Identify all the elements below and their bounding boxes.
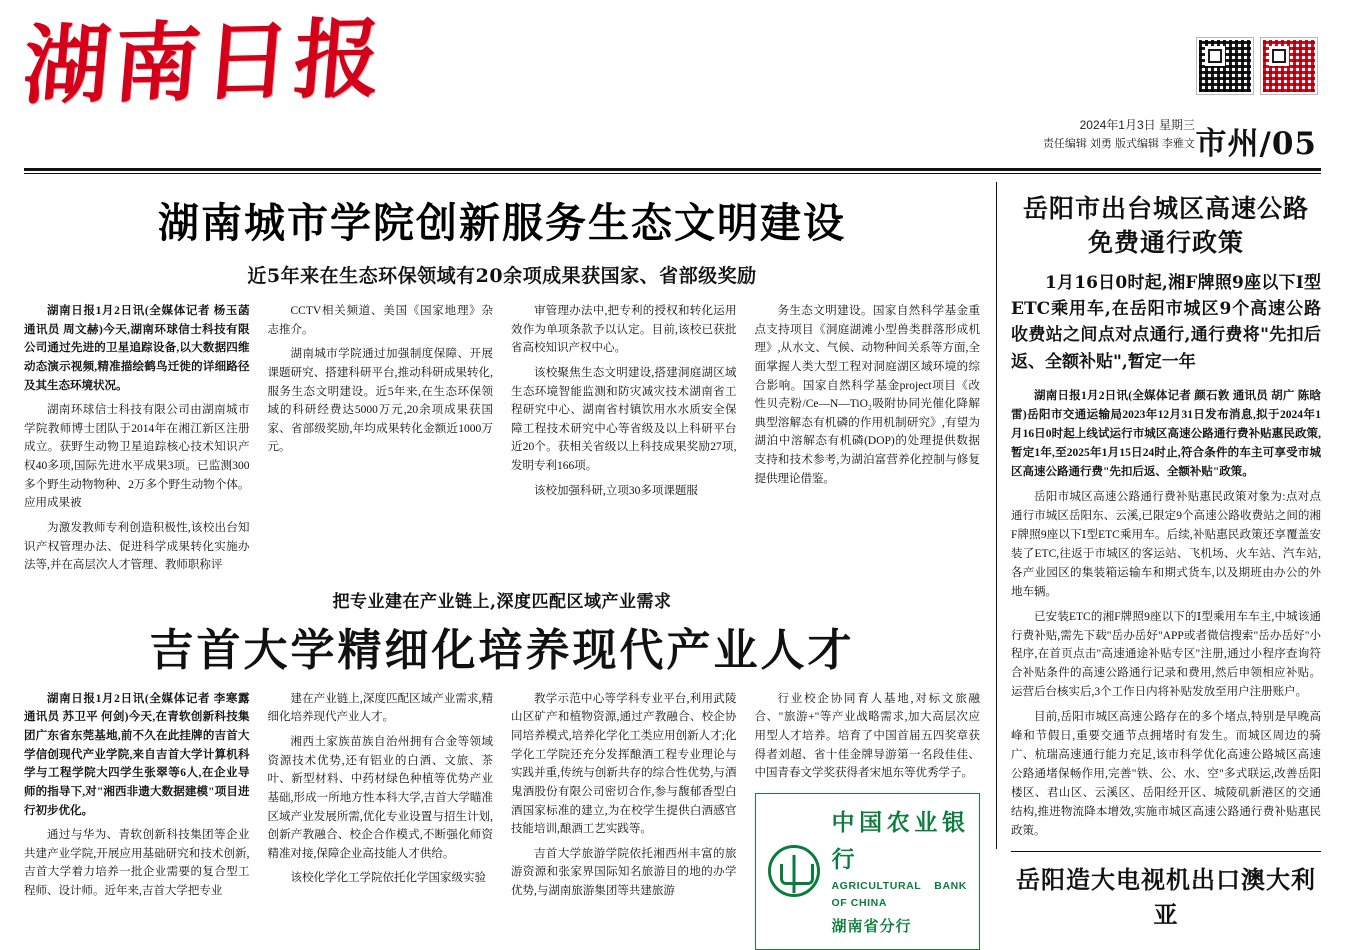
- article-columns: [24, 302, 980, 581]
- sidebar-column: [1011, 182, 1321, 930]
- article-column: [268, 690, 494, 950]
- rail-divider: [1011, 851, 1321, 852]
- bank-name-en: AGRICULTURAL BANK OF CHINA: [831, 880, 967, 910]
- paragraph: 湖南日报1月2日讯(全媒体记者 颜石敦 通讯员 胡广 陈晗雷)岳阳市交通运输局2023年12月31日发布消息,拟于2024年1月16日0时起上线试运行市城区高速公路通行费补贴惠民政策,暂定1年,至2025年1月15日24时止,符合条件的车主可享受市城区高速公路通行费"先扣后返、全额补贴"政策。: [1011, 389, 1321, 478]
- article-column: [24, 690, 250, 950]
- article-kicker: 把专业建在产业链上,深度匹配区域产业需求: [332, 591, 672, 612]
- paragraph: 教学示范中心等学科专业平台,利用武陵山区矿产和植物资源,通过产教融合、校企协同培养模式,培养化学化工类应用创新人才;化学化工学院还充分发挥酿酒工程专业理论与实践并重,传统与创新共存的综合性优势,与酒鬼酒股份有限公司密切合作,参与馥郁香型白酒国家标准的建立,为在校学生提供白酒感官技能培训,酿酒工艺实践等。: [511, 692, 737, 836]
- page-body: [24, 182, 1321, 936]
- article-columns: [24, 690, 980, 950]
- article-column: [511, 302, 737, 581]
- paragraph: 吉首大学旅游学院依托湘西州丰富的旅游资源和张家界国际知名旅游目的地的办学优势,与湖南旅游集团等共建旅游: [511, 847, 737, 897]
- article-subhead: 近5年来在生态环保领域有20余项成果获国家、省部级奖励: [247, 265, 757, 287]
- issue-meta: [1043, 115, 1195, 154]
- paragraph: 目前,岳阳市城区高速公路存在的多个堵点,特别是早晚高峰和节假日,重要交通节点拥堵时有发生。而城区周边的骑广、杭瑞高速通行能力充足,该市科学优化高速公路城区高速公路通堵保畅作用,完善"铁、公、水、空"多式联运,改善岳阳楼区、君山区、云溪区、岳阳经开区、城陵矶新港区的交通结构,推进物流降本增效,实施市城区高速公路通行费补贴惠民政策。: [1011, 711, 1321, 838]
- advertisement-abc-bank[interactable]: [755, 793, 981, 950]
- qr-code-group: [1197, 38, 1317, 94]
- editor-credits: 责任编辑 刘勇 版式编辑 李雅文: [1042, 138, 1195, 151]
- abc-bank-logo-icon: [768, 845, 820, 897]
- article-jishou-university: [24, 587, 980, 950]
- paragraph: 该校聚焦生态文明建设,搭建洞庭湖区域生态环境智能监测和防灾减灾技术湖南省工程研究中心、湖南省村镇饮用水水质安全保障工程技术研究中心等省级及以上科研平台近20个。获相关省级以上科技成果奖励27项,发明专利166项。: [511, 366, 737, 472]
- qr-code-right[interactable]: [1261, 38, 1317, 94]
- paragraph: 湖南日报1月2日讯(全媒体记者 李寒露 通讯员 苏卫平 何剑)今天,在青软创新科技集团广东省东莞基地,前不久在此挂牌的吉首大学信创现代产业学院,来自吉首大学计算机科学与工程学院大四学生张翠等6人,在企业导师的指导下,对"湘西非遗大数据建模"项目进行初步优化。: [24, 692, 250, 817]
- paragraph: 建在产业链上,深度匹配区域产业需求,精细化培养现代产业人才。: [267, 692, 493, 724]
- rail-article-lead: 1月16日0时起,湘F牌照9座以下Ⅰ型ETC乘用车,在岳阳市城区9个高速公路收费站之间点对点通行,通行费将"先扣后返、全额补贴",暂定一年: [1011, 272, 1321, 372]
- bank-name-cn: 中国农业银行: [831, 808, 967, 874]
- article-hunan-city-university: [24, 190, 980, 581]
- paragraph: 湖南环球信士科技有限公司由湖南城市学院教师博士团队于2014年在湘江新区注册成立。获野生动物卫星追踪核心技术知识产权40多项,国际先进水平成果3项。已监测300多个野生动物物种、2万多个野生动物个体。应用成果被: [24, 404, 250, 510]
- article-column: [755, 302, 981, 581]
- paragraph: 岳阳市城区高速公路通行费补贴惠民政策对象为:点对点通行市城区岳阳东、云溪,已限定9个高速公路收费站之间的湘F牌照9座以下Ⅰ型ETC乘用车。后续,补贴惠民政策还享覆盖安装了ETC,往返于市城区的客运站、飞机场、火车站、汽车站,各产业园区的集装箱运输车和期式货车,以及期班由办公的外地车辆。: [1011, 490, 1321, 598]
- masthead-divider: [24, 168, 1321, 171]
- paragraph: 该校化学化工学院依托化学国家级实验: [290, 872, 486, 885]
- qr-code-left[interactable]: [1197, 38, 1253, 94]
- paragraph: 湖南日报1月2日讯(全媒体记者 杨玉菡 通讯员 周文赫)今天,湖南环球信士科技有限公司通过先进的卫星追踪设备,以大数据四维动态演示视频,精准描绘鹤鸟迁徙的详细路径及其生态环境状况。: [24, 305, 250, 392]
- bank-branch: 湖南省分行: [831, 917, 912, 936]
- rail-article-headline-2: 岳阳造大电视机出口澳大利亚: [1016, 865, 1316, 930]
- paragraph: 湖南城市学院通过加强制度保障、开展课题研究、搭建科研平台,推动科研成果转化,服务生态文明建设。近5年来,在生态环保领域的科研经费达5000万元,20余项成果获国家、省部级奖励,年均成果转化金额近1000万元。: [267, 348, 493, 454]
- article-headline: 吉首大学精细化培养现代产业人才: [149, 624, 855, 676]
- masthead: [0, 0, 1345, 170]
- paragraph: 务生态文明建设。国家自然科学基金重点支持项目《洞庭湖滩小型兽类群落形成机理》,从水文、气候、动物种间关系等方面,全面掌握人类大型工程对洞庭湖区域环境的综合影响。国家自然科学基金project项目《改性贝壳粉/Ce—N—TiO₂吸附协同光催化降解典型溶解态有机磷的作用机制研究》,有望为湖泊中溶解态有机磷(DOP)的处理提供数据支持和技术参考,为湖泊富营养化控制与修复提供理论借鉴。: [754, 305, 980, 485]
- paragraph: 行业校企协同育人基地,对标文旅融合、"旅游+"等产业战略需求,加大高层次应用型人才培养。培育了中国首届五四奖章获得者刘超、省十佳金牌导游第一名段佳佳、中国青春文学奖获得者宋旭东等优秀学子。: [754, 692, 980, 780]
- issue-date: 2024年1月3日 星期三: [1079, 118, 1195, 132]
- rail-article-body: [1011, 387, 1321, 841]
- newspaper-logo: 湖南日报: [19, 8, 389, 117]
- paragraph: 审管理办法中,把专利的授权和转化运用效作为单项条款予以认定。目前,该校已获批省高校知识产权中心。: [511, 305, 737, 355]
- main-content: [24, 182, 996, 936]
- paragraph: 为激发教师专利创造积极性,该校出台知识产权管理办法、促进科学成果转化实施办法等,并在高层次人才管理、教师职称评: [24, 521, 250, 572]
- page-title: 湖南城市学院创新服务生态文明建设: [158, 199, 846, 247]
- column-divider: [996, 182, 997, 849]
- paragraph: 该校加强科研,立项30多项课题服: [534, 484, 698, 497]
- paragraph: 湘西土家族苗族自治州拥有合金等领域资源技术优势,还有铝业的白酒、文旅、茶叶、新型材料、中药材绿色种植等优势产业基础,形成一所地方性本科大学,吉首大学瞄准区域产业发展所需,优化专业设置与招生计划,创新产教融合、校企合作模式,不断强化师资精准对接,保障企业高技能人才供给。: [267, 736, 493, 860]
- paragraph: CCTV相关频道、美国《国家地理》杂志推介。: [267, 305, 493, 336]
- abc-bank-text: [832, 804, 968, 939]
- article-column: [755, 690, 981, 950]
- paragraph: 已安装ETC的湘F牌照9座以下的Ⅰ型乘用车车主,中城该通行费补贴,需先下载"岳办岳好"APP或者微信搜索"岳办岳好"小程序,在首页点击"高速通途补贴专区"注册,通过小程序查询符合补贴条件的高速公路通行记录和费用,然后申领相应补贴。运营后台核实后,3个工作日内将补贴发放至用户注册账户。: [1011, 610, 1321, 699]
- section-page-label: 市州/05: [1195, 126, 1317, 162]
- article-column: [511, 690, 737, 950]
- paragraph: 通过与华为、青软创新科技集团等企业共建产业学院,开展应用基础研究和技术创新,吉首大学着力培养一批企业需要的复合型工程师、设计师。近年来,吉首大学把专业: [24, 829, 250, 897]
- article-column: [268, 302, 494, 581]
- rail-article-headline: 岳阳市出台城区高速公路免费通行政策: [1022, 194, 1309, 257]
- article-column: [24, 302, 250, 581]
